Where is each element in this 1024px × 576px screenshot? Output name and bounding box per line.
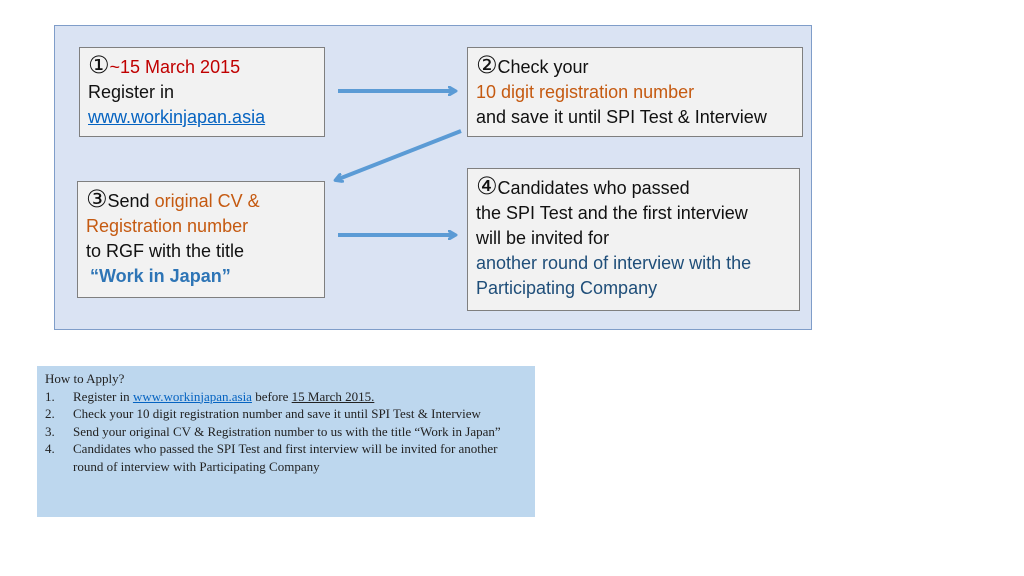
step-1-box [79, 47, 325, 137]
step-2-line1: Check your [497, 57, 589, 77]
list-item [45, 388, 527, 406]
step-3-registration-number: Registration number [86, 216, 249, 236]
website-link[interactable]: www.workinjapan.asia [132, 388, 252, 404]
step-4-box [467, 168, 800, 311]
step-4-line2: the SPI Test and the first interview [476, 203, 748, 223]
step-3-line3: to RGF with the title [86, 241, 245, 261]
step-3-number: ③ [86, 186, 108, 213]
list-item-text: Candidates who passed the SPI Test and first interview will be invited for another round of interview with Participating Company [73, 441, 498, 474]
step-3-title: “Work in Japan” [90, 266, 231, 286]
step-4-highlight1: another round of interview with the [476, 253, 752, 273]
step-4-highlight2: Participating Company [476, 278, 658, 298]
step-4-line3: will be invited for [476, 228, 610, 248]
step-1-website-link[interactable]: www.workinjapan.asia [88, 107, 266, 127]
step-1-line1 [88, 53, 316, 80]
list-item [45, 423, 527, 441]
step-1-number: ① [88, 52, 110, 79]
list-item-text: before [251, 388, 292, 404]
how-to-apply-list [45, 388, 527, 476]
step-1-date: ~15 March 2015 [109, 57, 241, 77]
deadline-date: 15 March 2015. [291, 388, 375, 404]
list-item [45, 405, 527, 423]
step-1-register-label: Register in [88, 82, 175, 102]
how-to-apply-box [37, 366, 535, 517]
list-item-number: 4. [45, 441, 55, 456]
list-item-number: 1. [45, 388, 55, 404]
how-to-apply-heading: How to Apply? [45, 371, 125, 386]
step-3-box [77, 181, 325, 298]
list-item-number: 3. [45, 423, 55, 439]
step-3-send-label: Send [107, 191, 155, 211]
step-2-box [467, 47, 803, 137]
list-item-number: 2. [45, 406, 55, 421]
list-item-text: Check your 10 digit registration number and save it until SPI Test & Interview [73, 406, 481, 421]
step-2-registration-number: 10 digit registration number [476, 82, 695, 102]
list-item [45, 440, 527, 475]
step-2-number: ② [476, 52, 498, 79]
list-item-text: Send your original CV & Registration number to us with the title “Work in Japan” [73, 423, 501, 439]
step-3-original-cv: original CV & [154, 191, 260, 211]
step-2-line3: and save it until SPI Test & Interview [476, 107, 767, 127]
step-4-line1: Candidates who passed [497, 178, 690, 198]
step-4-number: ④ [476, 173, 498, 200]
list-item-text: Register in [73, 388, 133, 404]
